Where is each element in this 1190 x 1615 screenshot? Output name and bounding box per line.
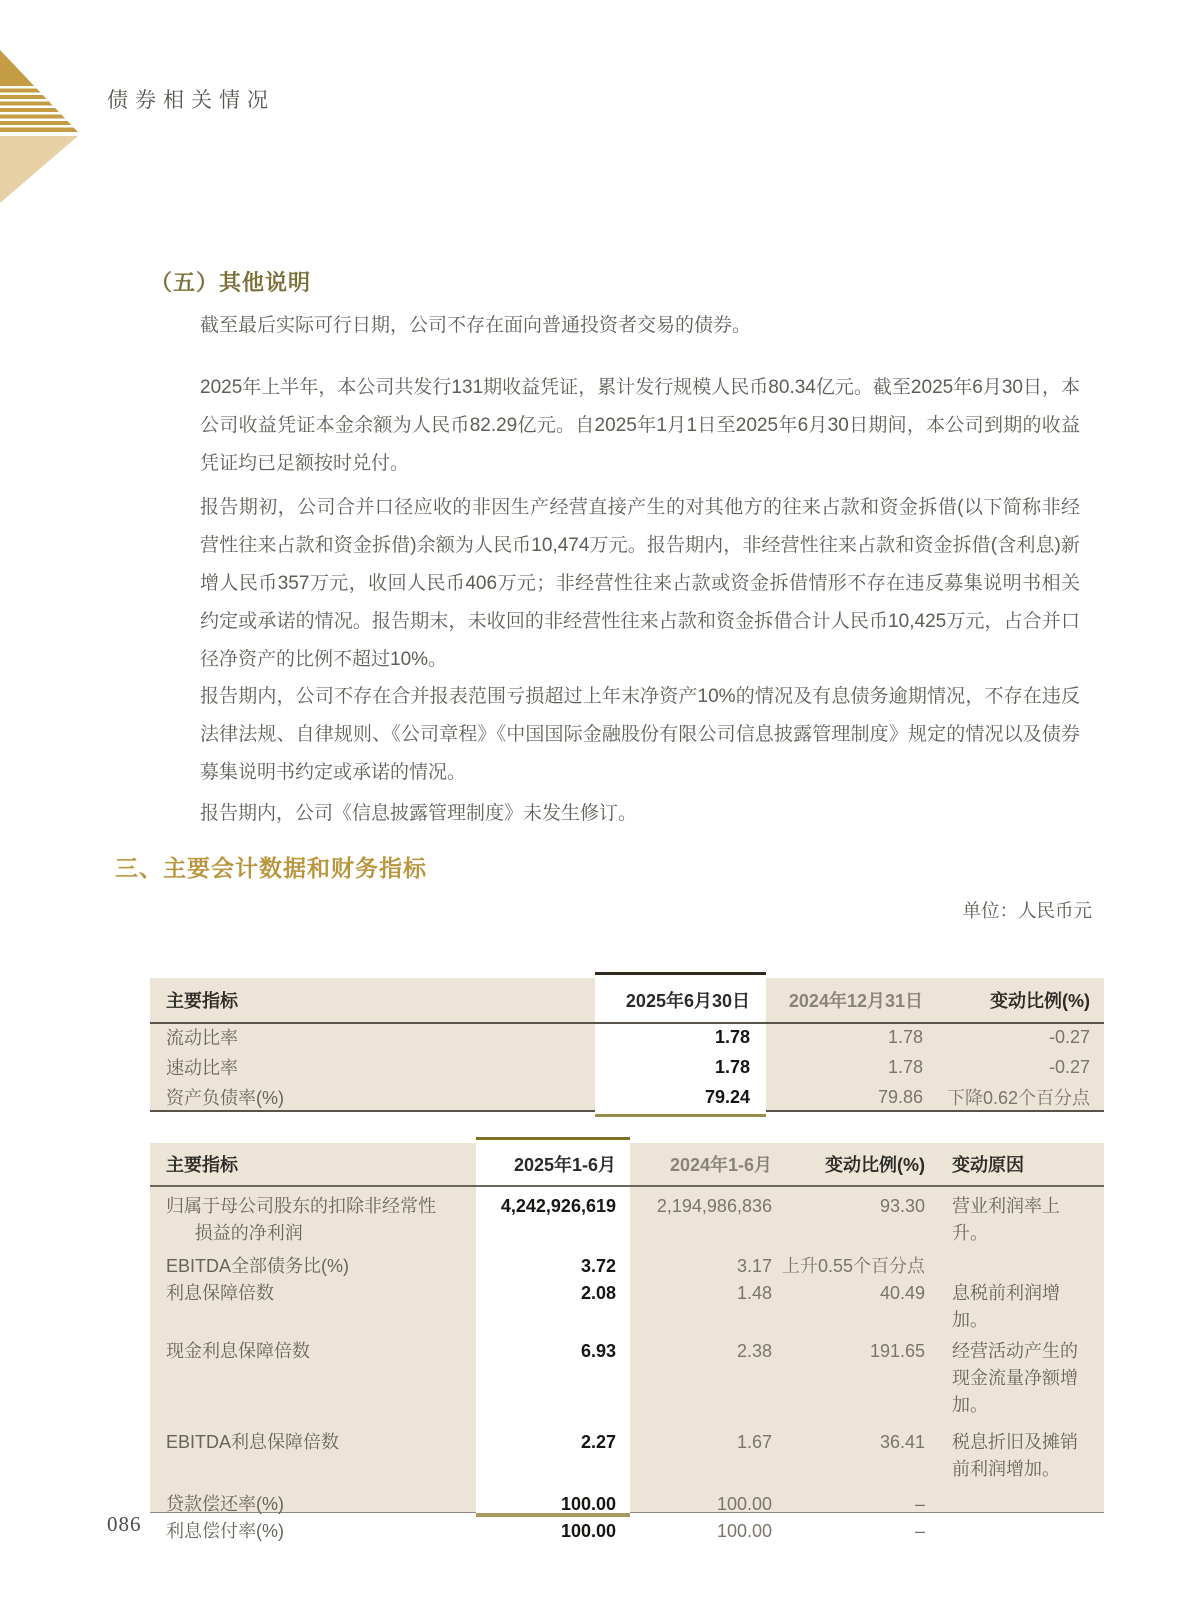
paragraph-2: 2025年上半年，本公司共发行131期收益凭证，累计发行规模人民币80.34亿元。截至2025年6月30日，本公司收益凭证本金余额为人民币82.29亿元。自2025年1月1日至2025年6月30日期间，本公司到期的收益凭证均已足额按时兑付。 <box>200 377 1080 474</box>
change-ratio: – <box>914 1494 925 1514</box>
column-header: 变动比例(%) <box>825 1155 925 1175</box>
value-2024: 3.17 <box>736 1256 772 1276</box>
paragraph-3: 报告期初，公司合并口径应收的非因生产经营直接产生的对其他方的往来占款和资金拆借(以下简称非经营性往来占款和资金拆借)余额为人民币10,474万元。报告期内，非经营性往来占款和资金拆借(含利息)新增人民币357万元，收回人民币406万元；非经营性往来占款或资金拆借情形不存在违反募集说明书相关约定或承诺的情况。报告期末，未收回的非经营性往来占款和资金拆借合计人民币10,425万元，占合并口径净资产的比例不超过10%。 <box>200 497 1080 670</box>
column-header: 2024年12月31日 <box>788 991 923 1011</box>
row-label: 现金利息保障倍数 <box>166 1341 310 1361</box>
value-2025: 79.24 <box>704 1086 750 1107</box>
value-2024: 1.67 <box>736 1432 772 1452</box>
value-2025: 100.00 <box>560 1494 616 1514</box>
row-label: 流动比率 <box>166 1028 238 1048</box>
value-2024: 1.78 <box>887 1026 923 1047</box>
value-2024: 2.38 <box>736 1341 772 1361</box>
change-ratio: 上升0.55个百分点 <box>781 1256 925 1276</box>
value-2025: 6.93 <box>580 1341 616 1361</box>
row-label: 利息保障倍数 <box>166 1283 274 1303</box>
change-ratio: -0.27 <box>1048 1026 1090 1047</box>
section-financial-heading: 三、主要会计数据和财务指标 <box>115 855 427 881</box>
section-other-notes-heading: （五）其他说明 <box>150 270 312 295</box>
balance-indicators-table <box>150 978 1104 1112</box>
change-ratio: – <box>914 1521 925 1541</box>
paragraph-4: 报告期内，公司不存在合并报表范围亏损超过上年末净资产10%的情况及有息债务逾期情况，不存在违反法律法规、自律规则、《公司章程》《中国国际金融股份有限公司信息披露管理制度》规定的情况以及债券募集说明书约定或承诺的情况。 <box>200 686 1080 783</box>
value-2025: 1.78 <box>714 1026 750 1047</box>
value-2025: 4,242,926,619 <box>500 1196 616 1216</box>
value-2024: 1.48 <box>736 1283 772 1303</box>
paragraph-1: 截至最后实际可行日期，公司不存在面向普通投资者交易的债券。 <box>200 315 752 336</box>
value-2024: 100.00 <box>716 1494 772 1514</box>
table-header-divider <box>150 1022 1104 1024</box>
change-ratio: 下降0.62个百分点 <box>946 1088 1090 1108</box>
value-2025: 2.08 <box>580 1283 616 1303</box>
column-header: 变动原因 <box>952 1155 1024 1175</box>
unit-label: 单位：人民币元 <box>962 900 1092 921</box>
column-header: 主要指标 <box>166 1155 238 1175</box>
row-label-line2: 损益的净利润 <box>194 1223 303 1243</box>
change-reason: 税息折旧及摊销前利润增加。 <box>952 1432 1078 1479</box>
row-label <box>150 1185 476 1247</box>
column-header: 主要指标 <box>166 991 238 1011</box>
change-ratio: 36.41 <box>879 1432 925 1452</box>
income-indicators-table <box>150 1143 1104 1541</box>
row-label: EBITDA利息保障倍数 <box>166 1432 340 1452</box>
value-2025: 100.00 <box>560 1521 616 1541</box>
row-label: 速动比率 <box>166 1058 238 1078</box>
table-header-divider <box>150 1185 1104 1187</box>
header-title: 债券相关情况 <box>107 88 275 112</box>
change-ratio: 40.49 <box>879 1283 925 1303</box>
change-reason <box>925 1518 1104 1545</box>
value-2024: 1.78 <box>887 1056 923 1077</box>
column-header: 变动比例(%) <box>990 991 1090 1011</box>
column-header: 2025年1-6月 <box>513 1155 616 1175</box>
change-reason: 息税前利润增加。 <box>952 1283 1060 1330</box>
page-number: 086 <box>107 1512 142 1536</box>
change-reason: 经营活动产生的现金流量净额增加。 <box>952 1341 1078 1415</box>
change-ratio: -0.27 <box>1048 1056 1090 1077</box>
column-header: 2024年1-6月 <box>669 1155 772 1175</box>
change-ratio: 191.65 <box>869 1341 925 1361</box>
change-reason: 营业利润率上升。 <box>952 1196 1060 1243</box>
row-label: EBITDA全部债务比(%) <box>166 1256 350 1276</box>
row-label: 利息偿付率(%) <box>166 1521 284 1541</box>
value-2024: 79.86 <box>877 1086 923 1107</box>
column-header: 2025年6月30日 <box>625 991 750 1011</box>
row-label: 资产负债率(%) <box>166 1088 284 1108</box>
value-2025: 2.27 <box>580 1432 616 1452</box>
value-2024: 100.00 <box>716 1521 772 1541</box>
row-label: 贷款偿还率(%) <box>166 1494 284 1514</box>
row-label-line1: 归属于母公司股东的扣除非经常性 <box>166 1196 436 1216</box>
value-2024: 2,194,986,836 <box>656 1196 772 1216</box>
value-2025: 3.72 <box>580 1256 616 1276</box>
change-ratio: 93.30 <box>879 1196 925 1216</box>
corner-decoration-icon <box>0 50 78 203</box>
value-2025: 1.78 <box>714 1056 750 1077</box>
change-reason <box>925 1491 1104 1518</box>
paragraph-5: 报告期内，公司《信息披露管理制度》未发生修订。 <box>200 803 638 824</box>
change-reason <box>925 1253 1104 1280</box>
